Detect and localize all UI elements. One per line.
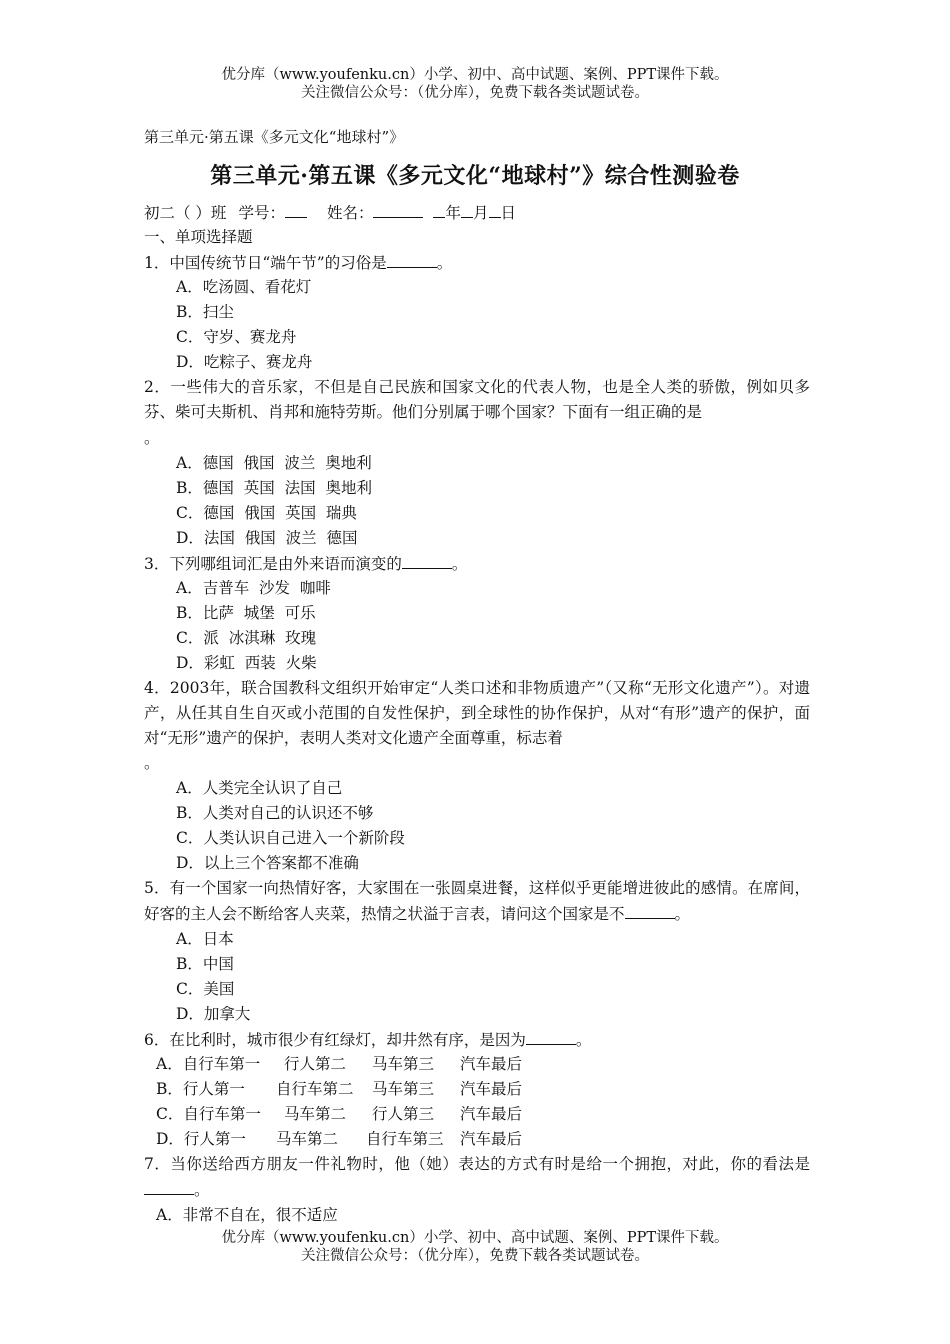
question-5 <box>144 876 810 927</box>
header-line-2: 关注微信公众号：（优分库），免费下载各类试题试卷。 <box>301 85 649 101</box>
question-2-end: 。 <box>144 429 160 447</box>
answer-blank[interactable] <box>402 551 452 569</box>
day-label: 日 <box>500 204 517 222</box>
option-d: D．法国 俄国 波兰 德国 <box>176 529 358 547</box>
option-part: A．自行车第一 <box>156 1055 261 1073</box>
option-part: 汽车最后 <box>460 1105 523 1123</box>
day-blank[interactable] <box>489 200 501 218</box>
option-d: D．吃粽子、赛龙舟 <box>176 353 313 371</box>
question-1 <box>144 250 810 275</box>
student-id-label: 学号： <box>238 204 285 222</box>
option-c: C．德国 俄国 英国 瑞典 <box>176 504 357 522</box>
option-part: 马车第二 <box>284 1105 347 1123</box>
question-4 <box>144 676 810 776</box>
option-b: B．德国 英国 法国 奥地利 <box>176 479 372 497</box>
option-part: 马车第二 <box>276 1130 339 1148</box>
option-a: A．非常不自在，很不适应 <box>156 1206 338 1224</box>
year-label: 年 <box>445 204 461 222</box>
question-4-end: 。 <box>144 754 160 772</box>
option-b: B．中国 <box>176 955 234 973</box>
option-part: B．行人第一 <box>156 1080 245 1098</box>
breadcrumb: 第三单元·第五课《多元文化“地球村”》 <box>144 128 405 146</box>
question-5-stem: 5．有一个国家一向热情好客，大家围在一张圆桌进餐，这样似乎更能增进彼此的感情。在席间，好客的主人会不断给客人夹菜，热情之状溢于言表，请问这个国家是不 <box>144 879 810 923</box>
footer-line-1: 优分库（www.youfenku.cn）小学、初中、高中试题、案例、PPT课件下载。 <box>221 1230 729 1246</box>
question-5-end: 。 <box>674 905 691 923</box>
question-7-stem: 7．当你送给西方朋友一件礼物时，他（她）表达的方式有时是给一个拥抱，对此，你的看法是 <box>144 1155 810 1173</box>
class-label: 初二（ ）班 <box>144 204 227 222</box>
page-title: 第三单元·第五课《多元文化“地球村”》综合性测验卷 <box>210 163 740 189</box>
quiz-body <box>144 200 810 1228</box>
answer-blank[interactable] <box>387 250 437 268</box>
question-6-end: 。 <box>575 1031 592 1049</box>
option-a <box>144 1052 810 1077</box>
question-6-stem: 6．在比利时，城市很少有红绿灯，却井然有序，是因为 <box>144 1031 526 1049</box>
name-blank[interactable] <box>373 200 423 218</box>
option-c: C．美国 <box>176 980 235 998</box>
question-1-end: 。 <box>436 254 453 272</box>
student-info-row <box>144 200 810 225</box>
question-7 <box>144 1152 810 1203</box>
question-2-stem: 2．一些伟大的音乐家，不但是自己民族和国家文化的代表人物，也是全人类的骄傲，例如贝多芬、柴可夫斯机、肖邦和施特劳斯。他们分别属于哪个国家？下面有一组正确的是 <box>144 378 810 421</box>
question-6 <box>144 1027 810 1052</box>
year-blank[interactable] <box>433 200 445 218</box>
question-4-stem: 4．2003年，联合国教科文组织开始审定“人类口述和非物质遗产”（又称“无形文化遗产”）。对遗产，从任其自生自灭或小范围的自发性保护，到全球性的协作保护，从对“有形”遗产的保护，面对“无形”遗产的保护，表明人类对文化遗产全面尊重，标志着 <box>144 679 810 747</box>
option-part: C．自行车第一 <box>156 1105 261 1123</box>
option-d: D．加拿大 <box>176 1005 251 1023</box>
answer-blank[interactable] <box>144 1177 194 1195</box>
option-d <box>144 1127 810 1152</box>
option-part: 行人第二 <box>284 1055 347 1073</box>
option-c: C．人类认识自己进入一个新阶段 <box>176 829 405 847</box>
option-b: B．人类对自己的认识还不够 <box>176 804 374 822</box>
option-part: 自行车第二 <box>276 1080 354 1098</box>
question-1-stem: 1．中国传统节日“端午节”的习俗是 <box>144 254 387 272</box>
option-c <box>144 1102 810 1127</box>
option-b <box>144 1077 810 1102</box>
option-a: A．吃汤圆、看花灯 <box>176 278 312 296</box>
option-c: C．派 冰淇琳 玫瑰 <box>176 629 317 647</box>
month-label: 月 <box>472 204 489 222</box>
option-part: 自行车第三 <box>366 1130 444 1148</box>
option-b: B．比萨 城堡 可乐 <box>176 604 316 622</box>
option-a: A．吉普车 沙发 咖啡 <box>176 579 331 597</box>
question-3 <box>144 551 810 576</box>
header-line-1: 优分库（www.youfenku.cn）小学、初中、高中试题、案例、PPT课件下载。 <box>221 67 729 83</box>
option-part: 行人第三 <box>372 1105 435 1123</box>
option-part: D．行人第一 <box>156 1130 246 1148</box>
question-2 <box>144 375 810 451</box>
month-blank[interactable] <box>461 200 473 218</box>
option-a: A．德国 俄国 波兰 奥地利 <box>176 454 372 472</box>
question-3-stem: 3．下列哪组词汇是由外来语而演变的 <box>144 555 402 573</box>
option-a: A．人类完全认识了自己 <box>176 779 343 797</box>
option-part: 马车第三 <box>372 1055 435 1073</box>
student-id-blank[interactable] <box>285 200 307 218</box>
answer-blank[interactable] <box>625 901 675 919</box>
footer-line-2: 关注微信公众号：（优分库），免费下载各类试题试卷。 <box>301 1248 649 1264</box>
section-heading: 一、单项选择题 <box>144 228 253 246</box>
option-a: A．日本 <box>176 930 234 948</box>
option-part: 马车第三 <box>372 1080 435 1098</box>
option-b: B．扫尘 <box>176 303 234 321</box>
question-3-end: 。 <box>451 555 468 573</box>
option-part: 汽车最后 <box>460 1130 523 1148</box>
option-d: D．彩虹 西装 火柴 <box>176 654 317 672</box>
page-footer <box>0 1229 950 1265</box>
page-header <box>0 66 950 102</box>
option-part: 汽车最后 <box>460 1080 523 1098</box>
option-part: 汽车最后 <box>460 1055 523 1073</box>
question-7-end: 。 <box>194 1181 210 1199</box>
option-c: C．守岁、赛龙舟 <box>176 328 297 346</box>
name-label: 姓名： <box>326 204 374 222</box>
option-d: D．以上三个答案都不准确 <box>176 854 359 872</box>
answer-blank[interactable] <box>526 1027 576 1045</box>
